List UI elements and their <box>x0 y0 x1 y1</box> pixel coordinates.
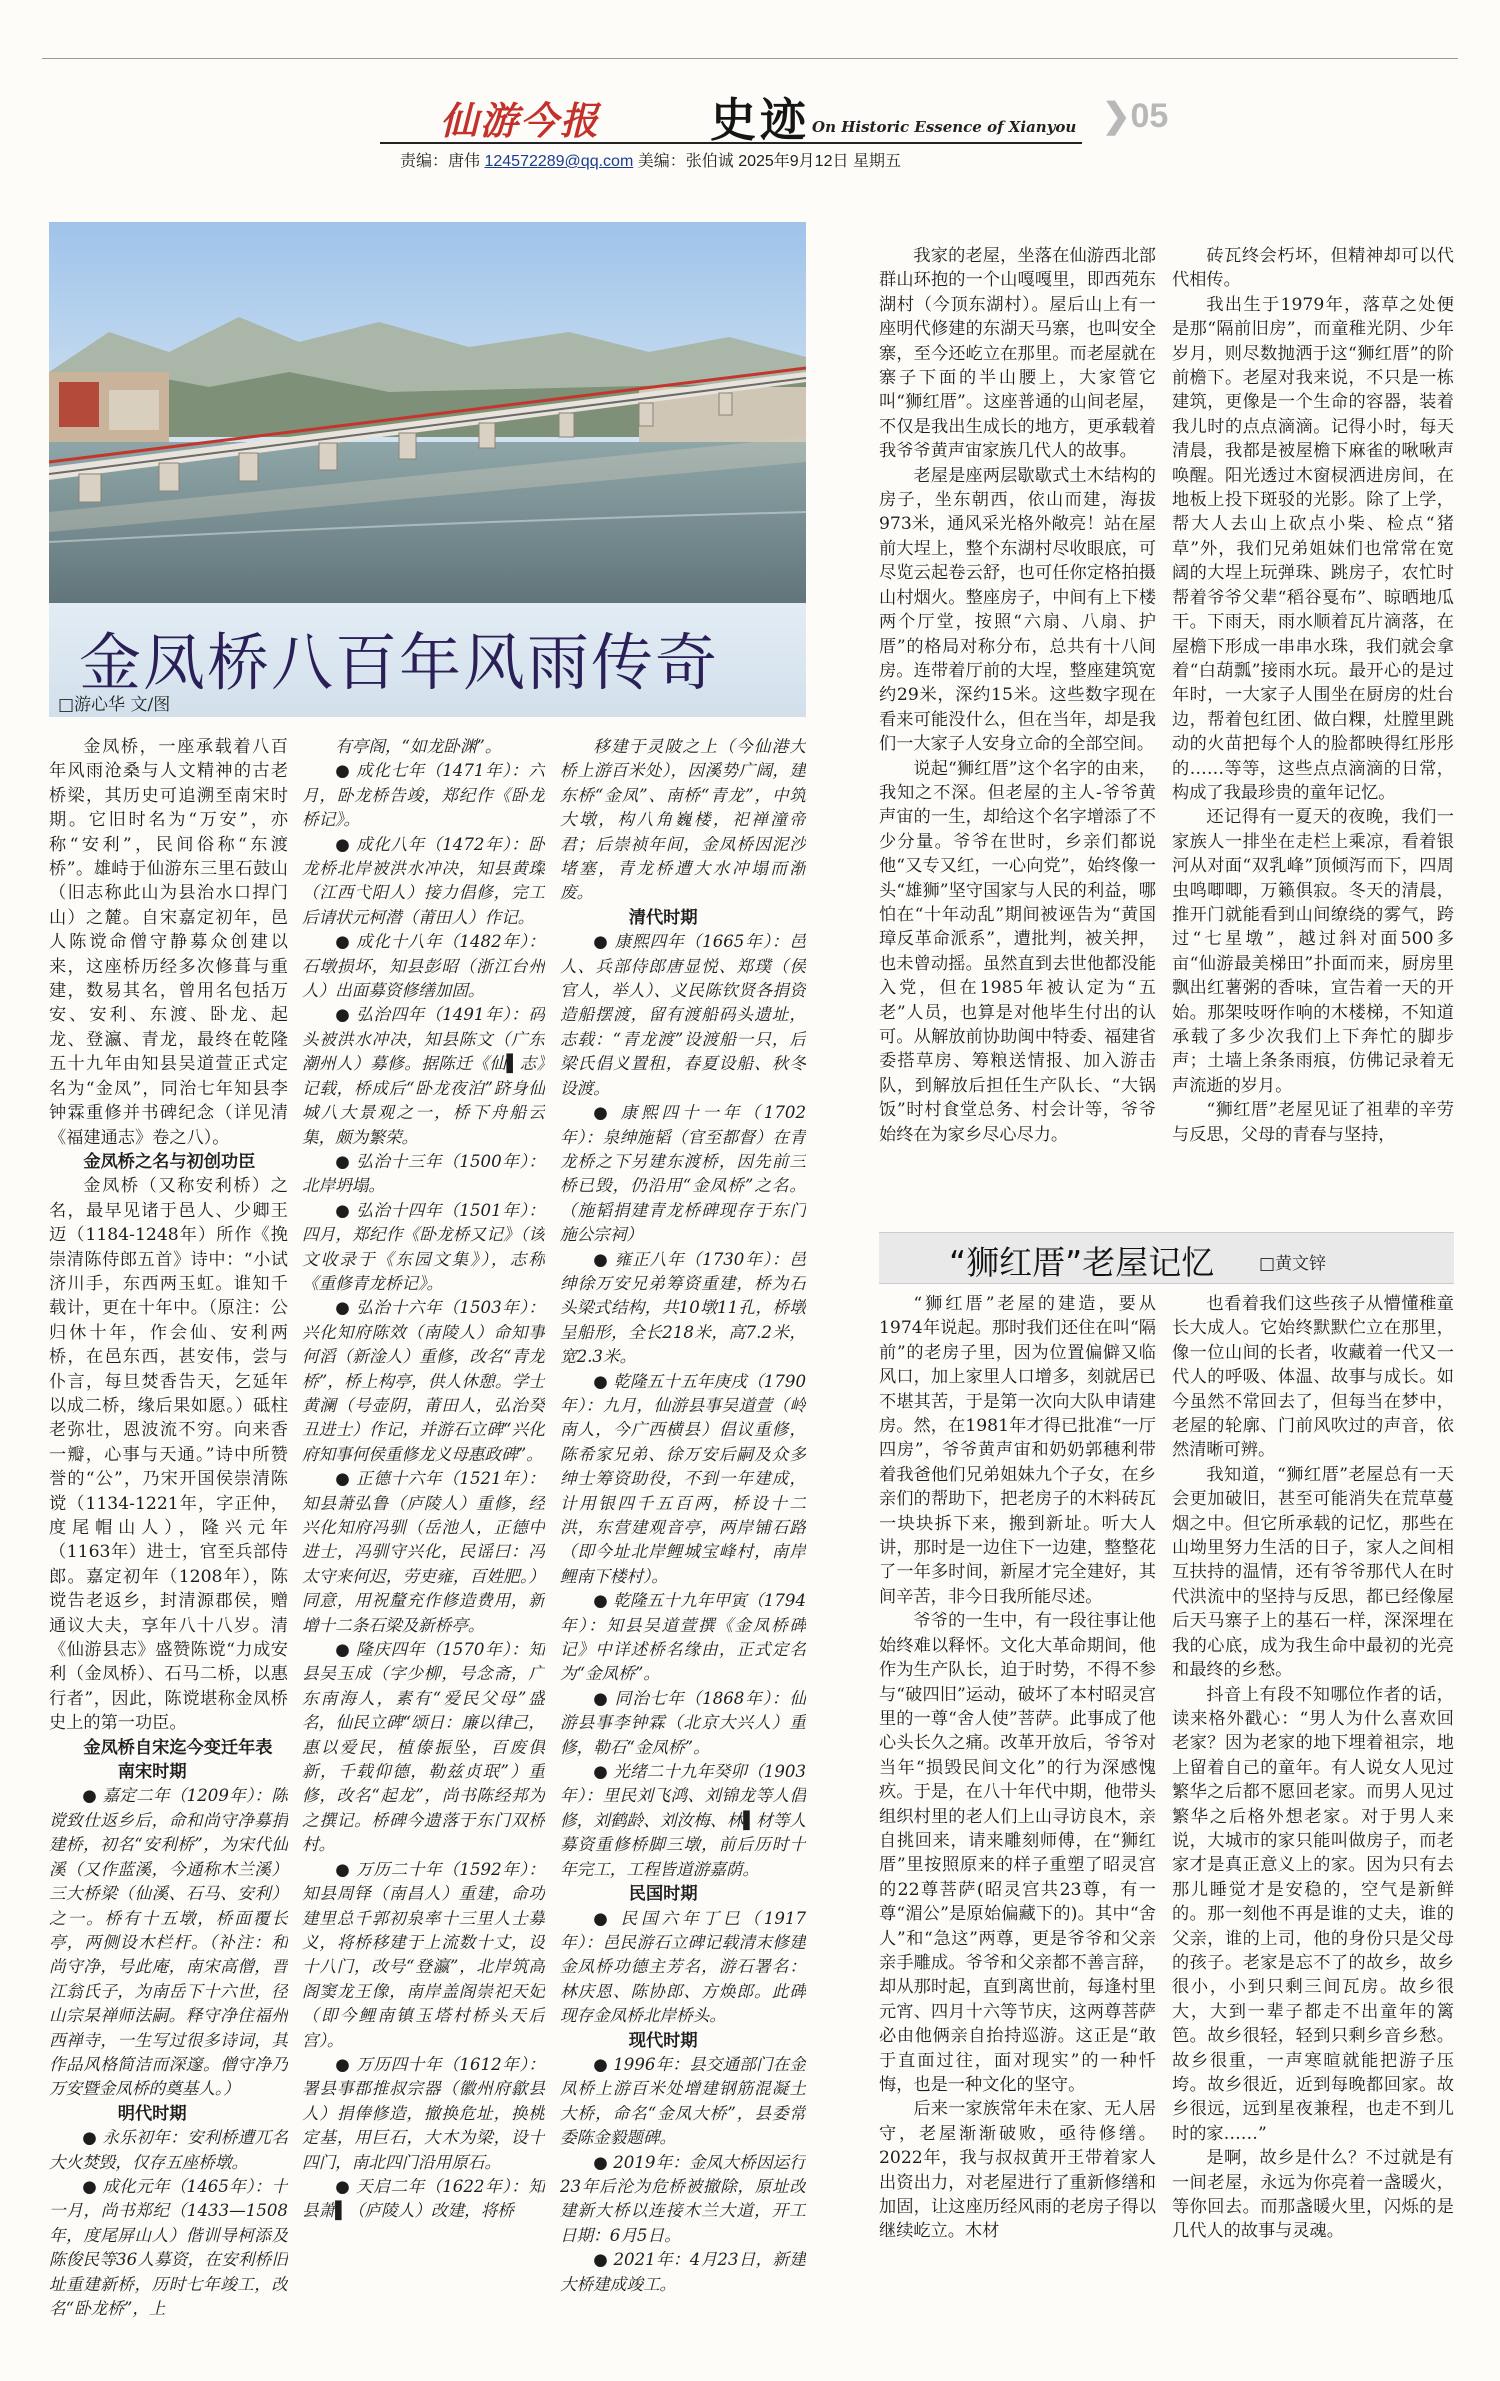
paragraph: ● 天启二年（1622年）：知县萧▌（庐陵人）改建，将桥 <box>302 2176 545 2221</box>
section-english: On Historic Essence of Xianyou <box>812 118 1077 136</box>
page-number-value: 05 <box>1130 97 1169 135</box>
paragraph: ● 万历二十年（1592年）：知县周铎（南昌人）重建，命功建里总千郭初泉率十三里人士募义，将桥移建于上流数十丈，设十八门，改号“登瀛”，北岸筑高阁窦龙王像，南岸盖阁崇祀天妃（即今鲤南镇玉塔村桥头天后宫）。 <box>302 1859 545 2050</box>
top-rule <box>42 58 1458 59</box>
bridge-photo-illustration <box>49 222 806 610</box>
paragraph: ● 成化八年（1472年）：卧龙桥北岸被洪水冲决，知县黄璨（江西弋阳人）接力倡修，完工后请状元柯潜（莆田人）作记。 <box>302 834 545 927</box>
paragraph: 金凤桥，一座承载着八百年风雨沧桑与人文精神的古老桥梁，其历史可追溯至南宋时期。它旧时名为“万安”，亦称“安利”，民间俗称“东渡桥”。雄峙于仙游东三里石鼓山（旧志称此山为县治水口捍门山）之麓。自宋嘉定初年，邑人陈谠命僧守静募众创建以来，这座桥历经多次修葺与重建，数易其名，曾用名包括万安、安利、东渡、卧龙、起龙、登瀛、青龙，最终在乾隆五十九年由知县吴道萱正式定名为“金凤”，同治七年知县李钟霖重修并书碑纪念（详见清《福建通志》卷之八）。 <box>49 737 288 1148</box>
newspaper-name: 仙游今报 <box>440 98 601 143</box>
paragraph: 移建于灵陂之上（今仙港大桥上游百米处），因溪势广阔，建东桥“金凤”、南桥“青龙”，中筑大墩，构八角巍楼，祀禅潼帝君；后崇祯年间，金凤桥因泥沙堵塞，青龙桥遭大水冲塌而渐废。 <box>560 737 806 903</box>
article1-column-2 <box>302 735 545 2355</box>
paragraph: 也看着我们这些孩子从懵懂稚童长大成人。它始终默默伫立在那里，像一位山间的长者，收藏着一代又一代人的呼吸、体温、故事与成长。如今虽然不常回去了，但每当在梦中，老屋的轮廓、门前风吹过的声音，依然清晰可辨。 <box>1172 1294 1454 1461</box>
masthead <box>380 78 1180 170</box>
section-heading: 南宋时期 <box>117 1762 187 1783</box>
article2-byline: □黄文锌 <box>1259 1254 1327 1274</box>
paragraph: ● 康熙四十一年（1702年）：泉绅施韬（官至都督）在青龙桥之下另建东渡桥，因先前三桥已毁，仍沿用“金凤桥”之名。（施韬捐建青龙桥碑现存于东门施公宗祠） <box>560 1103 806 1245</box>
paragraph: ● 永乐初年：安利桥遭兀名大火焚毁，仅存五座桥墩。 <box>49 2128 288 2172</box>
article-byline: □游心华 文/图 <box>58 695 171 715</box>
section-title: 史迹 <box>710 93 810 147</box>
paragraph: 砖瓦终会朽坏，但精神却可以代代相传。 <box>1172 246 1454 291</box>
paragraph: ● 弘治十四年（1501年）：四月，郑纪作《卧龙桥又记》（该文收录于《东园文集》），志称《重修青龙桥记》。 <box>302 1200 545 1293</box>
paragraph: 老屋是座两层歇歇式土木结构的房子，坐东朝西，依山而建，海拔973米，通风采光格外敞亮！站在屋前大埕上，整个东湖村尽收眼底，可尽览云起卷云舒，也可任你定格拍摄山村烟火。整座房子，中间有上下楼两个厅堂，按照“六扇、八扇、护厝”的格局对称分布，总共有十八间房。连带着厅前的大埕，整座建筑宽约29米，深约15米。这些数字现在看来可能没什么，但在当年，却是我们一大家子人安身立命的全部空间。 <box>879 465 1156 755</box>
masthead-rule <box>380 142 1082 144</box>
paragraph: ● 乾隆五十五年庚戌（1790年）：九月，仙游县事吴道萱（岭南人，今广西横县）倡议重修，陈希家兄弟、徐万安后嗣及众多绅士筹资助役，不到一年建成，计用银四千五百两，桥设十二洪，东营建观音亭，两岸铺石路（即今址北岸鲤城宝峰村，南岸鲤南下楼村）。 <box>560 1371 806 1586</box>
paragraph: 金凤桥（又称安利桥）之名，最早见诸于邑人、少卿王迈（1184-1248年）所作《挽崇清陈侍郎五首》诗中：“小试济川手，东西两玉虹。谁知千载计，更在十年中。（原注：公归休十年，作会仙、安利两桥，在邑东西，甚安伟，尝与仆言，每旦焚香告天，乞延年以成二桥，缘后果如愿。）砥柱老弥壮，恩波流不穷。向来香一瓣，心事与天通。”诗中所赞誉的“公”，乃宋开国侯崇清陈谠（1134-1221年，字正仲，度尾帽山人），隆兴元年（1163年）进士，官至兵部侍郎。嘉定初年（1208年），陈谠告老返乡，封清源郡侯，赠通议大夫，享年八十八岁。清《仙游县志》盛赞陈谠“力成安利（金凤桥）、石马二桥，以惠行者”，因此，陈谠堪称金凤桥史上的第一功臣。 <box>49 1176 288 1734</box>
paragraph: ● 2019年：金凤大桥因运行23年后沦为危桥被撤除，原址改建新大桥以连接木兰大道，开工日期：6月5日。 <box>560 2152 806 2245</box>
paragraph: 抖音上有段不知哪位作者的话，读来格外戳心：“男人为什么喜欢回老家？因为老家的地下埋着祖宗，地上留着自己的童年。有人说女人见过繁华之后都不愿回老家。而男人见过繁华之后格外想老家。对于男人来说，大城市的家只能叫做房子，而老家才是真正意义上的家。因为只有去那儿睡觉才是安稳的，空气是新鲜的。那一刻他不再是谁的丈夫，谁的父亲，谁的上司，他的身份只是父母的孩子。老家是忘不了的故乡，故乡很小，小到只剩三间瓦房。故乡很大，大到一辈子都走不出童年的篱笆。故乡很轻，轻到只剩乡音乡愁。故乡很重，一声寒暄就能把游子压垮。故乡很近，近到每晚都回家。故乡很远，远到星夜兼程，也走不到儿时的家……” <box>1172 1684 1454 2144</box>
paragraph: ● 正德十六年（1521年）：知县萧弘鲁（庐陵人）重修，经兴化知府冯驯（岳池人，正德中进士，冯驯守兴化，民谣曰：冯太守来何迟，劳吏雍，百姓肥。）同意，用祝釐充作修造费用，新增十二条石梁及新桥亭。 <box>302 1469 545 1635</box>
weekday: 星期五 <box>852 153 901 170</box>
paragraph: ● 成化十八年（1482年）：石墩损坏，知县彭昭（浙江台州人）出面募资修缮加固。 <box>302 932 545 1001</box>
editor: 责编：唐伟 <box>400 153 481 170</box>
paragraph: 说起“狮红厝”这个名字的由来，我知之不深。但老屋的主人-爷爷黄声宙的一生，却给这个名字增添了不少分量。爷爷在世时，乡亲们都说他“又专又红，一心向党”，始终像一头“雄狮”坚守国家与人民的利益，哪怕在“十年动乱”期间被诬告为“黄国璋反革命派系”，遭批判，被关押，也未曾动摇。虽然直到去世他都没能入党，但在1985年被认定为“五老”人员，也算是对他毕生付出的认可。从解放前协助闽中特委、福建省委搭草房、筹粮送情报、加入游击队，到解放后担任生产队长、“大锅饭”时村食堂总务、村会计等，爷爷始终在为家乡尽心尽力。 <box>879 758 1156 1145</box>
paragraph: 有亭阁，“如龙卧渊”。 <box>335 737 502 756</box>
paragraph: 是啊，故乡是什么？不过就是有一间老屋，永远为你亮着一盏暖火，等你回去。而那盏暖火里，闪烁的是几代人的故事与灵魂。 <box>1172 2148 1454 2242</box>
section-heading: 现代时期 <box>628 2030 698 2051</box>
page-number: ❯05 <box>1102 97 1169 135</box>
paragraph: 我家的老屋，坐落在仙游西北部群山环抱的一个山嘎嘎里，即西苑东湖村（今顶东湖村）。屋后山上有一座明代修建的东湖天马寨，也叫安全寨，至今还屹立在那里。而老屋就在寨子下面的半山腰上，大家管它叫“狮红厝”。这座普通的山间老屋，不仅是我出生成长的地方，更承载着我爷爷黄声宙家族几代人的故事。 <box>879 246 1156 462</box>
designer: 美编：张伯诚 <box>637 153 734 170</box>
paragraph: ● 同治七年（1868年）：仙游县事李钟霖（北京大兴人）重修，勒石“金凤桥”。 <box>560 1688 806 1757</box>
section-heading: 金凤桥自宋迄今变迁年表 <box>83 1737 273 1758</box>
paragraph: 爷爷的一生中，有一段往事让他始终难以释怀。文化大革命期间，他作为生产队长，迫于时势，不得不参与“破四旧”运动，破坏了本村昭灵宫里的一尊“舍人使”菩萨。此事成了他心头长久之痛。改革开放后，爷爷对当年“损毁民间文化”的行为深感愧疚。于是，在八十年代中期，他带头组织村里的老人们上山寻访良木，亲自挑回来，请来雕刻师傅，在“狮红厝”里按照原来的样子重塑了昭灵宫的22尊菩萨(昭灵宫共23尊，有一尊“湄公”是原始偏藏下的)。其中“舍人”和“急这”两尊，更是爷爷和父亲亲手雕成。爷爷和父亲都不善言辞，却从那时起，直到离世前，每逢村里元宵、四月十六等节庆，这两尊菩萨必由他俩亲自抬持巡游。这正是“敢于直面过往，面对现实”的一种忏悔，也是一种文化的坚守。 <box>879 1611 1156 2095</box>
paragraph: ● 嘉定二年（1209年）：陈谠致仕返乡后，命和尚守净募捐建桥，初名“安利桥”，为宋代仙溪（又作蓝溪，今通称木兰溪）三大桥梁（仙溪、石马、安利）之一。桥有十五墩，桥面覆长亭，两侧设木栏杆。（补注：和尚守净，号此庵，南宋高僧，晋江翁氏子，为南岳下十六世，径山宗杲禅师法嗣。释守净住福州西禅寺，一生写过很多诗词，其作品风格简洁而深邃。僧守净乃万安暨金凤桥的奠基人。） <box>49 1786 288 2099</box>
paragraph: 还记得有一夏天的夜晚，我们一家族人一排坐在走栏上乘凉，看着银河从对面“双乳峰”顶倾泻而下，四周虫鸣唧唧，万籁俱寂。冬天的清晨，推开门就能看到山间缭绕的雾气，跨过“七星墩”，越过斜对面500多亩“仙游最美梯田”扑面而来，厨房里飘出红薯粥的香味，宣告着一天的开始。那架吱呀作响的木楼梯，不知道承载了多少次我们上下奔忙的脚步声；土墙上条条雨痕，仿佛记录着无声流逝的岁月。 <box>1172 807 1454 1096</box>
paragraph: 后来一家族常年未在家、无人居守，老屋渐渐破败，亟待修缮。2022年，我与叔叔黄开王带着家人出资出力，对老屋进行了重新修缮和加固，让这座历经风雨的老房子得以继续屹立。木材 <box>879 2099 1156 2242</box>
article2-column-2 <box>1172 244 1454 1224</box>
paragraph: ● 弘治十六年（1503年）：兴化知府陈效（南陵人）命知事何滔（新淦人）重修，改名“青龙桥”，桥上构亭，供人休憩。学士黄澜（号壶阴，莆田人，弘治癸丑进士）作记，并游石立碑“兴化府知事何侯重修龙义母惠政碑”。 <box>302 1298 545 1464</box>
masthead-info <box>400 148 901 171</box>
paragraph: ● 成化元年（1465年）：十一月，尚书郑纪（1433—1508年，度尾屏山人）偕训导柯添及陈俊民等36人募资，在安利桥旧址重建新桥，历时七年竣工，改名“卧龙桥”，上 <box>49 2176 288 2318</box>
paragraph: ● 万历四十年（1612年）：署县事郡推叔宗器（徽州府歙县人）捐俸修造，撤换危址，换桃定基，用巨石，大木为梁，设十四门，南北四门沿用原石。 <box>302 2054 545 2172</box>
paragraph: ● 隆庆四年（1570年）：知县吴玉成（字少柳，号念斋，广东南海人，素有“爱民父母”盛名，仙民立碑“颂日：廉以律己，惠以爱民，植傣振坠，百废俱新，千载仰德，勒兹贞珉”）重修，改名“起龙”，尚书陈经邦为之撰记。桥碑今遗落于东门双桥村。 <box>302 1640 545 1855</box>
paragraph: ● 康熙四年（1665年）：邑人、兵部侍郎唐显悦、郑璞（侯官人，举人）、义民陈钦贤各捐资造船摆渡，留有渡船码头遗址，志载：“青龙渡”设渡船一只，后梁氏倡义置租，春夏设船、秋冬设渡。 <box>560 932 806 1098</box>
paragraph: ● 2021年：4月23日，新建大桥建成竣工。 <box>560 2250 806 2294</box>
article2-title: “狮红厝”老屋记忆 <box>949 1243 1215 1282</box>
paragraph: ● 民国六年丁巳（1917年）：邑民游石立碑记载清末修建金凤桥功德主芳名，游石署名：林庆恩、陈协郎、方焕郎。此碑现存金凤桥北岸桥头。 <box>560 1908 806 2026</box>
section-heading: 清代时期 <box>628 907 698 928</box>
article1-column-1 <box>49 735 288 2355</box>
paragraph: ● 弘治四年（1491年）：码头被洪水冲决，知县陈文（广东潮州人）募修。据陈迁《仙▌志》记载，桥成后“卧龙夜泊”跻身仙城八大景观之一，桥下舟船云集，颇为繁荣。 <box>302 1005 545 1147</box>
paragraph: ● 雍正八年（1730年）：邑绅徐万安兄弟筹资重建，桥为石头梁式结构，共10墩11孔，桥墩呈船形，全长218米，高7.2米，宽2.3米。 <box>560 1249 806 1367</box>
article2-column-3 <box>879 1292 1156 2357</box>
editor-email-link[interactable]: 124572289@qq.com <box>484 153 634 170</box>
section-heading: 金凤桥之名与初创功臣 <box>83 1151 256 1172</box>
paragraph: “狮红厝”老屋的建造，要从1974年说起。那时我们还住在叫“隔前”的老房子里，因为位置偏僻又临风口，加上家里人口增多，刻就居已不堪其苦，于是第一次向大队申请建房。然，在1981年才得已批准“一厅四房”，爷爷黄声宙和奶奶郭穗利带着我爸他们兄弟姐妹九个子女，在乡亲们的帮助下，把老房子的木料砖瓦一块块拆下来，搬到新址。听大人讲，那时是一边住下一边建，整整花了一年多时间，新屋才完全建好，其间辛苦，非今日我所能尽述。 <box>879 1294 1156 1607</box>
paragraph: 我出生于1979年，落草之处便是那“隔前旧房”，而童稚光阴、少年岁月，则尽数抛洒于这“狮红厝”的阶前檐下。老屋对我来说，不只是一栋建筑，更像是一个生命的容器，装着我儿时的点点滴滴。记得小时，每天清晨，我都是被屋檐下麻雀的啾啾声唤醒。阳光透过木窗棂洒进房间，在地板上投下斑驳的光影。除了上学，帮大人去山上砍点小柴、检点“猪草”外，我们兄弟姐妹们也常常在宽阔的大埕上玩弹珠、跳房子，农忙时帮着爷爷父辈“稻谷戛布”、晾晒地瓜干。下雨天，雨水顺着瓦片滴落，在屋檐下形成一串串水珠，我们就会拿着“白葫瓢”接雨水玩。最开心的是过年时，一大家子人围坐在厨房的灶台边，帮着包红团、做白粿，灶膛里跳动的火苗把每个人的脸都映得红彤彤的……等等，这些点点滴滴的日常，构成了我最珍贵的童年记忆。 <box>1172 294 1454 803</box>
article2-title-bar <box>879 1232 1454 1284</box>
paragraph: ● 光绪二十九年癸卯（1903年）：里民刘飞鸿、刘锦龙等人倡修，刘鹤龄、刘汝梅、林▌材等人募资重修桥脚三墩，前后历时十年完工，工程皆道游嘉荫。 <box>560 1762 806 1879</box>
issue-date: 2025年9月12日 <box>738 153 849 170</box>
paragraph: 我知道，“狮红厝”老屋总有一天会更加破旧，甚至可能消失在荒草蔓烟之中。但它所承载的记忆，那些在山坳里努力生活的日子，家人之间相互扶持的温情，还有爷爷那代人在时代洪流中的坚持与反思，都已经像屋后天马寨子上的基石一样，深深埋在我的心底，成为我生命中最初的光亮和最终的乡愁。 <box>1172 1464 1454 1681</box>
article-title: 金凤桥八百年风雨传奇 <box>79 626 720 699</box>
paragraph: “狮红厝”老屋见证了祖辈的辛劳与反思，父母的青春与坚持， <box>1172 1100 1454 1145</box>
section-heading: 明代时期 <box>117 2103 187 2124</box>
paragraph: ● 乾隆五十九年甲寅（1794年）：知县吴道萱撰《金凤桥碑记》中详述桥名缘由，正式定名为“金凤桥”。 <box>560 1591 806 1684</box>
paragraph: ● 1996年：县交通部门在金凤桥上游百米处增建钢筋混凝土大桥，命名“金凤大桥”，县委常委陈金毅题碑。 <box>560 2054 806 2148</box>
article1-column-3 <box>560 735 806 2355</box>
article2-column-1 <box>879 244 1156 1224</box>
section-heading: 民国时期 <box>628 1884 698 1905</box>
paragraph: ● 成化七年（1471年）：六月，卧龙桥告竣，郑纪作《卧龙桥记》。 <box>302 761 545 830</box>
paragraph: ● 弘治十三年（1500年）：北岸坍塌。 <box>302 1151 545 1196</box>
article2-column-4 <box>1172 1292 1454 2357</box>
bridge-photo <box>49 222 806 610</box>
